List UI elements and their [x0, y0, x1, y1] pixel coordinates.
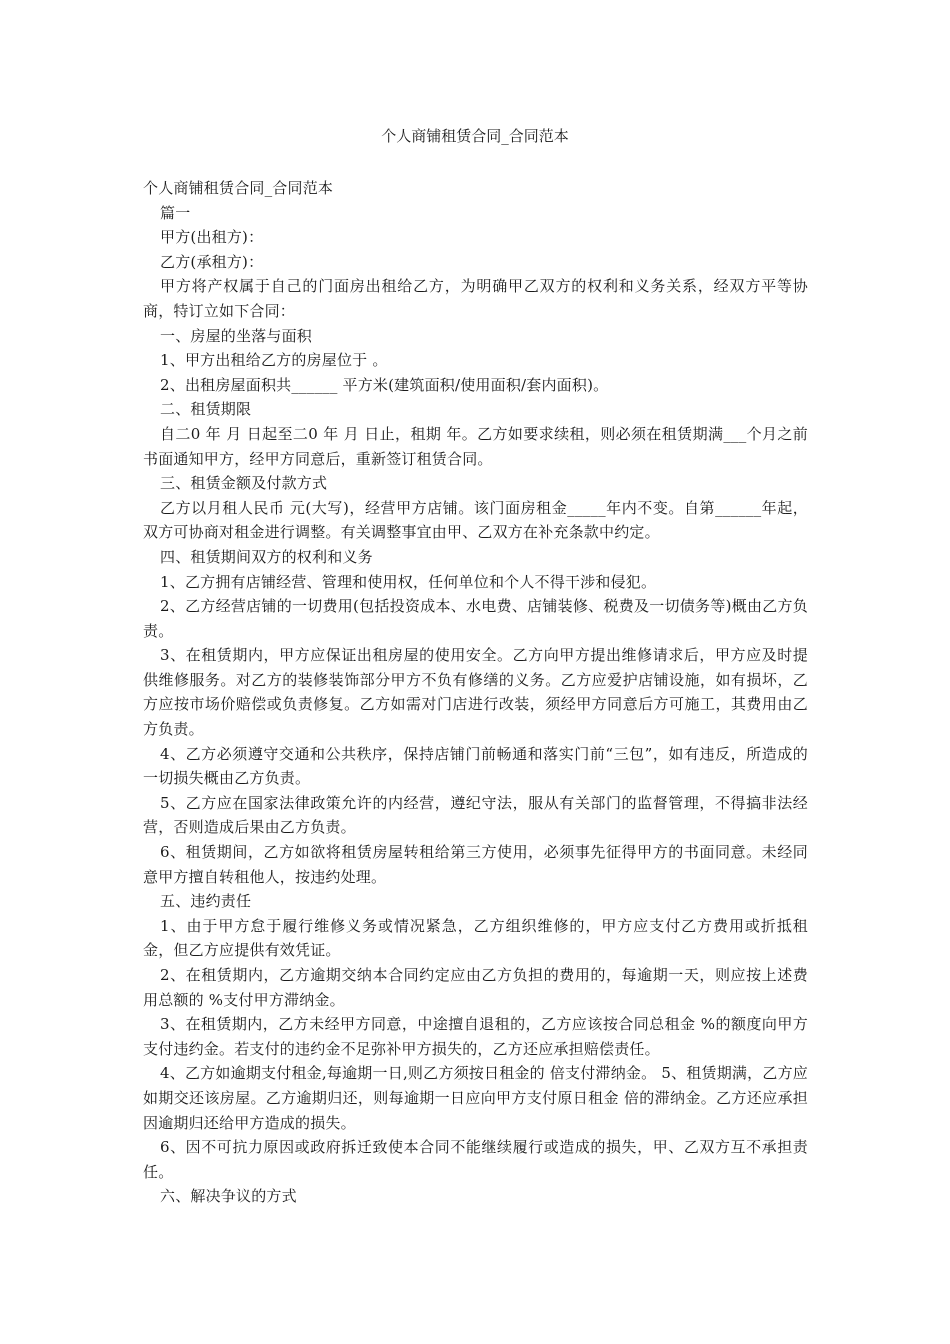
paragraph: 3、在租赁期内，甲方应保证出租房屋的使用安全。乙方向甲方提出维修请求后，甲方应及时提供维修服务。对乙方的装修装饰部分甲方不负有修缮的义务。乙方应爱护店铺设施，如有损坏，乙方应按市场价赔偿或负责修复。乙方如需对门店进行改装，须经甲方同意后方可施工，其费用由乙方负责。: [143, 646, 808, 739]
paragraph: 甲方(出租方)：: [160, 228, 264, 247]
document-body: [143, 176, 808, 1209]
paragraph: 个人商铺租赁合同_合同范本: [143, 179, 334, 197]
paragraph: 6、租赁期间，乙方如欲将租赁房屋转租给第三方使用，必须事先征得甲方的书面同意。未经同意甲方擅自转租他人，按违约处理。: [143, 843, 808, 886]
paragraph: 篇一: [160, 203, 191, 222]
paragraph: 3、在租赁期内，乙方未经甲方同意，中途擅自退租的，乙方应该按合同总租金 %的额度向甲方支付违约金。若支付的违约金不足弥补甲方损失的，乙方还应承担赔偿责任。: [143, 1015, 808, 1058]
paragraph: 6、因不可抗力原因或政府拆迁致使本合同不能继续履行或造成的损失，甲、乙双方互不承担责任。: [143, 1138, 808, 1181]
page-title: 个人商铺租赁合同_合同范本: [381, 127, 569, 145]
paragraph: 五、违约责任: [160, 892, 252, 911]
paragraph: 2、在租赁期内，乙方逾期交纳本合同约定应由乙方负担的费用的，每逾期一天，则应按上述费用总额的 %支付甲方滞纳金。: [143, 966, 808, 1009]
paragraph: 三、租赁金额及付款方式: [160, 474, 328, 493]
paragraph: 四、租赁期间双方的权利和义务: [160, 547, 373, 566]
paragraph: 甲方将产权属于自己的门面房出租给乙方，为明确甲乙双方的权利和义务关系，经双方平等协商，特订立如下合同：: [143, 277, 808, 320]
paragraph: 二、租赁期限: [160, 400, 252, 419]
paragraph: 乙方(承租方)：: [160, 252, 264, 271]
paragraph: 5、乙方应在国家法律政策允许的内经营，遵纪守法，服从有关部门的监督管理，不得搞非法经营，否则造成后果由乙方负责。: [143, 793, 808, 837]
paragraph: 1、由于甲方怠于履行维修义务或情况紧急，乙方组织维修的，甲方应支付乙方费用或折抵租金，但乙方应提供有效凭证。: [143, 916, 808, 960]
paragraph: 一、房屋的坐落与面积: [160, 326, 313, 345]
paragraph: 1、乙方拥有店铺经营、管理和使用权，任何单位和个人不得干涉和侵犯。: [160, 572, 657, 591]
paragraph: 六、解决争议的方式: [160, 1187, 297, 1206]
paragraph: 1、甲方出租给乙方的房屋位于 。: [160, 351, 388, 370]
paragraph: 乙方以月租人民币 元(大写)，经营甲方店铺。该门面房租金_____年内不变。自第______年起，双方可协商对租金进行调整。有关调整事宜由甲、乙双方在补充条款中约定。: [143, 498, 808, 542]
paragraph: 4、乙方如逾期支付租金,每逾期一日,则乙方须按日租金的 倍支付滞纳金。 5、租赁期满，乙方应如期交还该房屋。乙方逾期归还，则每逾期一日应向甲方支付原日租金 倍的滞纳金。乙方还应承担因逾期归还给甲方造成的损失。: [143, 1064, 808, 1132]
paragraph: 2、乙方经营店铺的一切费用(包括投资成本、水电费、店铺装修、税费及一切债务等)概由乙方负责。: [143, 597, 808, 640]
paragraph: 自二0 年 月 日起至二0 年 月 日止，租期 年。乙方如要求续租，则必须在租赁期满___个月之前书面通知甲方，经甲方同意后，重新签订租赁合同。: [143, 424, 808, 468]
paragraph: 4、乙方必须遵守交通和公共秩序，保持店铺门前畅通和落实门前“三包”，如有违反，所造成的一切损失概由乙方负责。: [143, 744, 808, 788]
paragraph: 2、出租房屋面积共______ 平方米(建筑面积/使用面积/套内面积)。: [160, 375, 609, 394]
